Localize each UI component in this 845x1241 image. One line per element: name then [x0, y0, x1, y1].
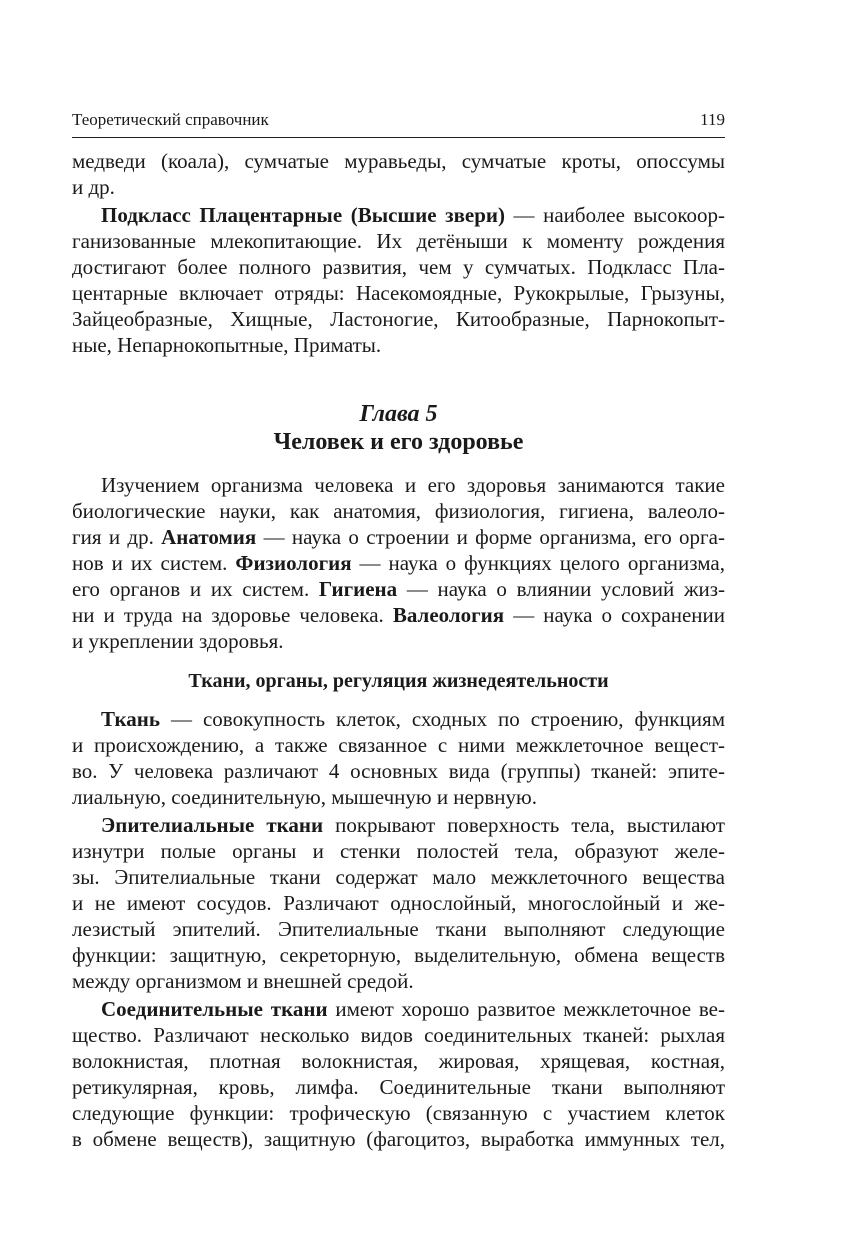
text-line: изнутри полые органы и стенки полостей тела, образуют желе- [72, 839, 725, 863]
text-line: центарные включает отряды: Насекомоядные, Рукокрылые, Грызуны, [72, 281, 725, 305]
text-line: зы. Эпителиальные ткани содержат мало межклеточного вещества [72, 865, 725, 889]
term-placentals: Подкласс Плацентарные (Высшие звери) [101, 203, 505, 227]
text-line: во. У человека различают 4 основных вида (группы) тканей: эпите- [72, 759, 725, 783]
text-line: Изучением организма человека и его здоровья занимаются такие [101, 473, 725, 497]
text-line: и др. [72, 175, 115, 199]
text-line: и происхождению, а также связанное с ними межклеточное вещест- [72, 733, 725, 757]
text-line: ные, Непарнокопытные, Приматы. [72, 333, 382, 357]
paragraph-tissue [72, 706, 725, 810]
text-line: в обмене веществ), защитную (фагоцитоз, выработка иммунных тел, [72, 1127, 725, 1151]
text-line: Подкласс Плацентарные (Высшие звери) — наиболее высокоор- [101, 203, 725, 227]
text-line: гия и др. Анатомия — наука о строении и форме организма, его орга- [72, 525, 725, 549]
paragraph-marsupials-end [72, 148, 725, 200]
text-line: лиальную, соединительную, мышечную и нервную. [72, 785, 537, 809]
page-body [72, 148, 725, 1152]
paragraph-connective [72, 996, 725, 1152]
paragraph-epithelial [72, 812, 725, 994]
text-line: нов и их систем. Физиология — наука о функциях целого организма, [72, 551, 725, 575]
text-line: ганизованные млекопитающие. Их детёныши к моменту рождения [72, 229, 725, 253]
term-anatomy: Анатомия [161, 525, 257, 549]
text-line: ретикулярная, кровь, лимфа. Соединительные ткани выполняют [72, 1075, 725, 1099]
term-connective: Соединительные ткани [101, 997, 328, 1021]
text-line: Эпителиальные ткани покрывают поверхность тела, выстилают [101, 813, 725, 837]
text-line: между организмом и внешней средой. [72, 969, 414, 993]
text-line: ни и труда на здоровье человека. Валеология — наука о сохранении [72, 603, 725, 627]
page-number: 119 [700, 110, 725, 129]
text-line: его органов и их систем. Гигиена — наука о влиянии условий жиз- [72, 577, 725, 601]
term-physiology: Физиология [235, 551, 352, 575]
text-line: функции: защитную, секреторную, выделительную, обмена веществ [72, 943, 725, 967]
chapter-number: Глава 5 [359, 401, 438, 427]
text-line: и укреплении здоровья. [72, 629, 284, 653]
text-line: лезистый эпителий. Эпителиальные ткани выполняют следующие [72, 917, 725, 941]
running-title: Теоретический справочник [72, 110, 269, 129]
text-line: следующие функции: трофическую (связанную с участием клеток [72, 1101, 725, 1125]
text-line: Зайцеобразные, Хищные, Ластоногие, Китообразные, Парнокопыт- [72, 307, 725, 331]
paragraph-intro [72, 472, 725, 654]
paragraph-placentals [72, 202, 725, 358]
text-line: и не имеют сосудов. Различают однослойный, многослойный и же- [72, 891, 725, 915]
text-line: медведи (коала), сумчатые муравьеды, сумчатые кроты, опоссумы [72, 149, 725, 173]
term-tissue: Ткань [101, 707, 160, 731]
text-line: биологические науки, как анатомия, физиология, гигиена, валеоло- [72, 499, 725, 523]
running-header [72, 107, 725, 138]
text-line: волокнистая, плотная волокнистая, жировая, хрящевая, костная, [72, 1049, 725, 1073]
section-title: Ткани, органы, регуляция жизнедеятельности [188, 670, 609, 692]
term-epithelial: Эпителиальные ткани [101, 813, 324, 837]
term-valeology: Валеология [392, 603, 505, 627]
text-line: Соединительные ткани имеют хорошо развитое межклеточное ве- [101, 997, 725, 1021]
term-hygiene: Гигиена [318, 577, 398, 601]
text-line: щество. Различают несколько видов соединительных тканей: рыхлая [72, 1023, 725, 1047]
text-line: Ткань — совокупность клеток, сходных по строению, функциям [101, 707, 725, 731]
chapter-title: Человек и его здоровье [273, 429, 524, 455]
text-line: достигают более полного развития, чем у сумчатых. Подкласс Пла- [72, 255, 725, 279]
